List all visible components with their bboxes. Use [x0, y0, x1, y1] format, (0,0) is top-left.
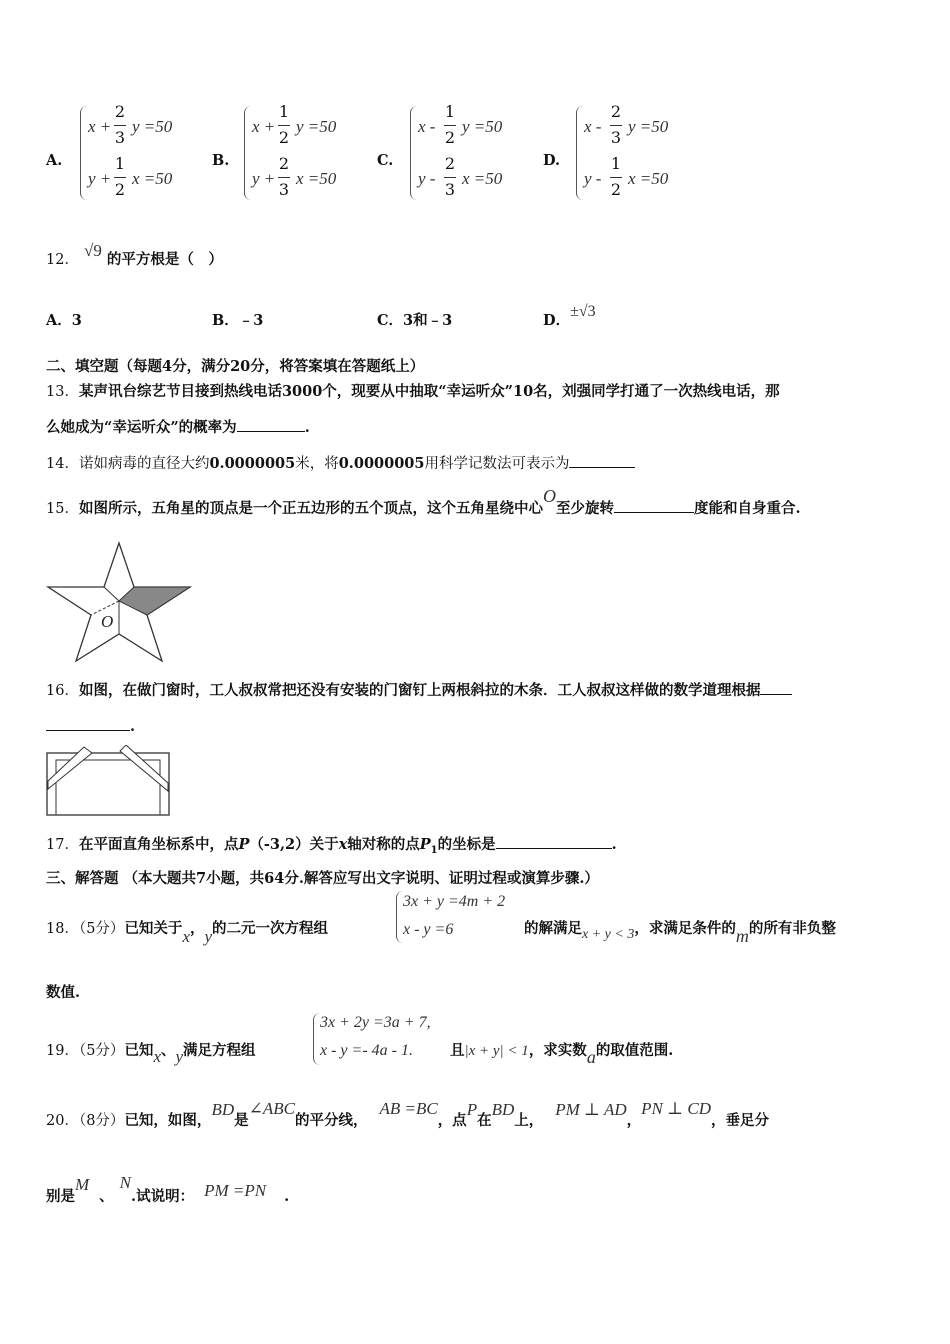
q11-d-eq1-fracline [610, 125, 622, 126]
q11-c-eq2-num: 2 [444, 154, 456, 173]
q18-line2: 数值. [46, 984, 81, 1001]
q11-d-eq2-fracline [610, 177, 622, 178]
q19-var-y: y [175, 1047, 184, 1066]
q20-line1 [46, 1099, 769, 1130]
q12-option-d [543, 303, 596, 330]
q11-b-eq2-right: x =50 [296, 169, 337, 188]
q20-text7: ，垂足分 [710, 1112, 769, 1129]
q20-text5: 在 [477, 1112, 492, 1129]
q11-a-eq2-fracline [114, 177, 126, 178]
q19-var-x: x [153, 1047, 161, 1066]
q20-text6: 上， [514, 1112, 544, 1129]
q11-option-d-label: D. [543, 152, 561, 169]
q18-text4: ，求满足条件的 [634, 920, 736, 937]
q12-option-a-value: 3 [71, 312, 82, 329]
q20-line2a: 别是 [46, 1188, 75, 1205]
q11-c-eq1-right: y =50 [462, 117, 503, 136]
q14-num1: 0.0000005 [209, 455, 296, 472]
q13-answer-blank[interactable] [237, 417, 305, 432]
q20-number: 20． [46, 1113, 79, 1129]
q20-pn-perp: PN ⊥ CD [641, 1099, 711, 1118]
q11-d-eq2-right: x =50 [628, 169, 669, 188]
q13-line2 [46, 416, 310, 437]
q18-text1: 已知关于 [124, 920, 183, 937]
q19-var-a: a [586, 1047, 596, 1067]
q11-b-eq1-num: 1 [278, 102, 290, 121]
q17-text1: 在平面直角坐标系中，点 [78, 836, 239, 853]
q11-c-eq1-fracline [444, 125, 456, 126]
q20-point-p: P [466, 1100, 478, 1119]
q17-axis: x [338, 836, 348, 853]
q11-option-a-label: A. [46, 152, 63, 169]
q13-text2: 么她成为“幸运听众”的概率为 [46, 419, 237, 436]
q11-option-c-brace [410, 106, 417, 200]
q11-c-eq2-fracline [444, 177, 456, 178]
q19-line-head [46, 1039, 256, 1066]
q17-coords: （-3,2） [249, 836, 310, 853]
q11-b-eq1-left: x + [252, 117, 276, 136]
q16-end: . [130, 718, 136, 735]
q20-pm-perp: PM ⊥ AD [555, 1100, 627, 1119]
q11-c-eq1-num: 1 [444, 102, 456, 121]
q11-d-eq1-right: y =50 [628, 117, 669, 136]
q11-c-eq2-left: y - [418, 169, 436, 188]
q17-text3: 轴对称的点 [347, 836, 420, 853]
q19-text5: 的取值范围. [595, 1042, 674, 1059]
q17-text4: 的坐标是 [437, 836, 496, 853]
q19-system-brace [313, 1013, 320, 1065]
q20-score: （8分） [78, 1113, 125, 1129]
q12-radical: √9 [84, 241, 102, 260]
q12-text: 的平方根是（ ） [106, 251, 223, 268]
q18-var-m: m [735, 926, 749, 946]
q14-text1: 诺如病毒的直径大约 [78, 456, 210, 472]
q12-option-a-label: A． [46, 312, 72, 329]
q18-var-y: y [204, 927, 213, 946]
section3-title: 三、解答题 （本大题共7小题，共64分.解答应写出文字说明、证明过程或演算步骤.） [46, 870, 599, 887]
q17-point: P [238, 836, 250, 853]
q19-sep: 、 [160, 1042, 176, 1059]
q16-line2 [46, 716, 135, 735]
q11-a-eq1-left: x + [88, 117, 112, 136]
q18-eq2: x - y =6 [403, 921, 454, 938]
window-frame-figure [44, 745, 174, 820]
q14-answer-blank[interactable] [569, 453, 635, 468]
q20-conclusion: PM =PN [204, 1181, 267, 1200]
q11-option-b-brace [244, 106, 251, 200]
q11-b-eq1-right: y =50 [296, 117, 337, 136]
q15-number: 15． [46, 501, 79, 517]
q17-p1-subscript: 1 [430, 844, 438, 856]
q19-text3: 且 [450, 1042, 465, 1059]
q11-a-eq1-right: y =50 [132, 117, 173, 136]
q18-score: （5分） [78, 921, 125, 937]
q20-bd2: BD [491, 1100, 515, 1119]
q12-option-b [212, 309, 263, 330]
q11-d-eq1-left: x - [584, 117, 602, 136]
q12-option-b-label: B． [212, 312, 239, 329]
q20-equal-sides: AB =BC [379, 1099, 438, 1118]
q11-b-eq1-fracline [278, 125, 290, 126]
q14-num2: 0.0000005 [338, 455, 425, 472]
q18-condition: x + y < 3 [582, 927, 635, 942]
q12-option-d-value: ±√3 [570, 303, 596, 320]
q11-b-eq2-left: y + [252, 169, 276, 188]
q11-c-eq1-den: 2 [444, 128, 456, 147]
q11-option-a-brace [80, 106, 87, 200]
q11-d-eq2-left: y - [584, 169, 602, 188]
q15-text2: 至少旋转 [555, 500, 614, 517]
q19-eq1: 3x + 2y =3a + 7, [320, 1014, 431, 1031]
q16-answer-blank-1[interactable] [760, 680, 792, 695]
section2-title: 二、填空题（每题4分，满分20分，将答案填在答题纸上） [46, 358, 425, 375]
q11-b-eq2-fracline [278, 177, 290, 178]
q11-d-eq2-num: 1 [610, 154, 622, 173]
q11-d-eq1-den: 3 [610, 128, 622, 147]
q11-a-eq2-num: 1 [114, 154, 126, 173]
q19-text2: 满足方程组 [183, 1042, 256, 1059]
q15-text3: 度能和自身重合. [693, 500, 801, 517]
q11-d-eq2-den: 2 [610, 180, 622, 199]
q12-option-b-value: ﹣3 [238, 312, 264, 329]
q19-eq2: x - y =- 4a - 1. [320, 1042, 413, 1059]
q20-text2: 是 [234, 1112, 249, 1129]
q20-comma: ， [626, 1112, 642, 1129]
q20-point-n: N [119, 1173, 132, 1192]
pentagram-figure [40, 537, 200, 667]
q18-text5: 的所有非负整 [748, 920, 836, 937]
q14-line [46, 452, 635, 473]
q11-b-eq1-den: 2 [278, 128, 290, 147]
q20-end: . [284, 1188, 290, 1205]
q17-answer-blank[interactable] [496, 834, 612, 849]
q12-option-c [377, 309, 452, 330]
q12-option-c-label: C． [377, 312, 404, 329]
q19-score: （5分） [78, 1043, 125, 1059]
q12-option-d-label: D． [543, 312, 571, 329]
q15-text1: 如图所示，五角星的顶点是一个正五边形的五个顶点，这个五角星绕中心 [78, 500, 543, 517]
q16-line1 [46, 679, 792, 700]
q17-text2: 关于 [309, 836, 339, 853]
pentagram-center-label: O [101, 612, 114, 631]
q13-text1: 某声讯台综艺节目接到热线电话3000个，现要从中抽取“幸运听众”10名，刘强同学打通了一次热线电话，那 [78, 383, 780, 400]
q17-end: . [611, 836, 617, 853]
q13-line1 [46, 380, 780, 401]
q15-center-symbol: O [542, 486, 556, 506]
q20-text1: 已知，如图， [124, 1112, 212, 1129]
q19-text4: ，求实数 [528, 1042, 587, 1059]
q11-a-eq1-fracline [114, 125, 126, 126]
q18-var-x: x [182, 927, 190, 946]
q11-a-eq2-den: 2 [114, 180, 126, 199]
q11-a-eq2-right: x =50 [132, 169, 173, 188]
q18-line1-tail [524, 917, 836, 946]
q13-end: . [304, 419, 310, 436]
q14-text3: 用科学记数法可表示为 [424, 456, 570, 472]
window-outer-frame [47, 753, 169, 815]
q18-system-brace [396, 891, 403, 943]
q20-text3: 的平分线， [294, 1112, 368, 1129]
q11-a-eq2-left: y + [88, 169, 112, 188]
q11-option-d-brace [576, 106, 583, 200]
q14-number: 14． [46, 456, 79, 472]
q11-a-eq1-den: 3 [114, 128, 126, 147]
q15-answer-blank[interactable] [614, 498, 694, 513]
q18-text3: 的解满足 [524, 920, 582, 937]
q11-option-b-label: B. [212, 152, 230, 169]
q18-comma: ， [189, 920, 205, 937]
q18-number: 18． [46, 921, 79, 937]
q20-bd: BD [211, 1100, 235, 1119]
q20-text4: ，点 [437, 1112, 467, 1129]
q20-line2 [46, 1173, 290, 1206]
q20-sep: 、 [99, 1188, 114, 1205]
q18-line1 [46, 917, 329, 946]
q11-b-eq2-num: 2 [278, 154, 290, 173]
q19-line-tail [450, 1039, 674, 1067]
q14-text2: 米，将 [295, 456, 339, 472]
q12-number: 12． [46, 252, 79, 268]
q11-option-c-label: C. [377, 152, 394, 169]
q12-stem [46, 241, 223, 269]
q11-a-eq1-num: 2 [114, 102, 126, 121]
q11-d-eq1-num: 2 [610, 102, 622, 121]
q18-text2: 的二元一次方程组 [212, 920, 329, 937]
q12-option-c-value: 3和﹣3 [403, 312, 453, 329]
q19-number: 19． [46, 1043, 79, 1059]
q15-line [46, 486, 801, 518]
q17-p1: P [419, 836, 431, 853]
q11-c-eq2-den: 3 [444, 180, 456, 199]
q20-text8: .试说明： [131, 1188, 195, 1205]
q16-answer-blank-2[interactable] [46, 716, 130, 731]
q19-text1: 已知 [124, 1042, 154, 1059]
q17-number: 17． [46, 837, 79, 853]
q11-c-eq1-left: x - [418, 117, 436, 136]
q19-abs-condition: |x + y| < 1 [464, 1043, 529, 1059]
q17-line [46, 833, 617, 856]
q20-point-m: M [75, 1175, 90, 1194]
q11-c-eq2-right: x =50 [462, 169, 503, 188]
q18-eq1: 3x + y =4m + 2 [403, 893, 506, 910]
q11-b-eq2-den: 3 [278, 180, 290, 199]
q16-number: 16． [46, 683, 79, 699]
q20-angle: ∠ABC [248, 1099, 295, 1118]
q16-text: 如图，在做门窗时，工人叔叔常把还没有安装的门窗钉上两根斜拉的木条．工人叔叔这样做的数学道理根据 [78, 682, 761, 699]
q13-number: 13． [46, 384, 79, 400]
q12-option-a [46, 309, 82, 330]
